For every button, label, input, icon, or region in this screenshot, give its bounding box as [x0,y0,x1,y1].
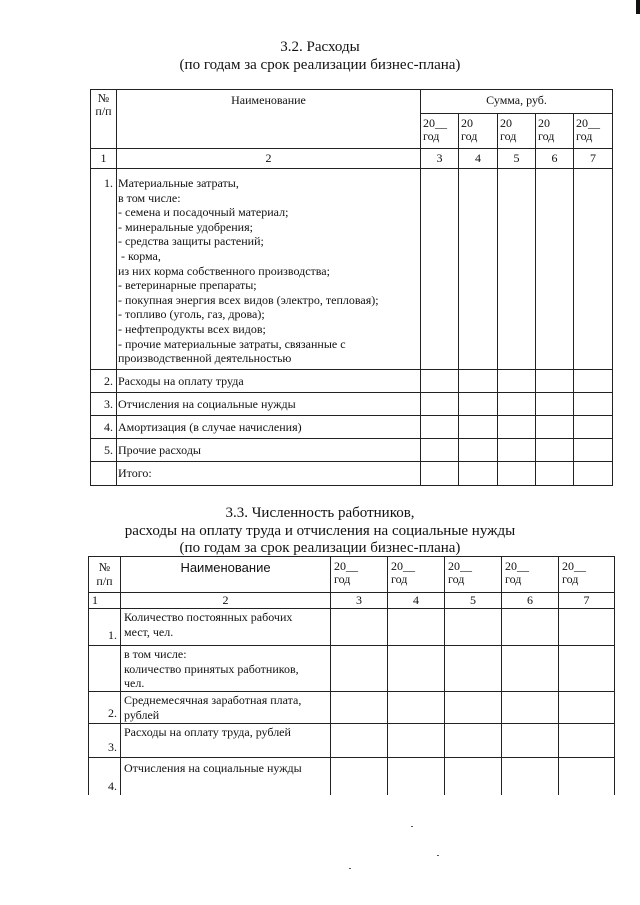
col-number: 7 [559,593,615,609]
table-cell [574,462,613,486]
row-line: - средства защиты растений; [118,234,264,249]
table-row [91,370,613,393]
table-cell [502,758,559,795]
col-number: 2 [121,593,331,609]
row-line: - корма, [118,248,161,263]
year-header-1: 20__ год [421,114,459,149]
year-header-1: 20__ год [331,557,388,593]
table-cell [331,646,388,692]
table-cell [536,370,574,393]
row-line: из них корма собственного производства; [118,263,330,278]
year-header-4: 20 год [536,114,574,149]
table-cell [536,439,574,462]
row-label [121,609,331,646]
total-label: Итого: [117,462,421,486]
table-cell [421,169,459,370]
table-cell [421,416,459,439]
col-number: 7 [574,149,613,169]
row-label: Отчисления на социальные нужды [121,758,331,795]
row-number: 5. [91,439,117,462]
col-number: 5 [445,593,502,609]
table-row [89,758,615,795]
table-row [89,646,615,692]
table-cell [502,646,559,692]
year-header-5: 20__ год [559,557,615,593]
table-cell [331,692,388,724]
scan-speck [349,868,351,869]
row-number: 4. [89,758,121,795]
table-cell [459,370,498,393]
year-header-3: 20 год [498,114,536,149]
staff-table [88,556,615,795]
col-number: 3 [421,149,459,169]
table-row [91,169,613,370]
year-header-4: 20__ год [502,557,559,593]
table-cell [574,393,613,416]
table-cell [502,692,559,724]
table-cell [421,393,459,416]
table-cell [536,169,574,370]
table-cell [574,370,613,393]
row-number: 2. [89,692,121,724]
row-line: Материальные затраты, [118,176,239,190]
row-line: - покупная энергия всех видов (электро, тепловая); [118,292,379,307]
table-cell [388,609,445,646]
table-cell [331,609,388,646]
table-cell [421,439,459,462]
scan-corner-mark [636,0,640,14]
row-label: Отчисления на социальные нужды [117,393,421,416]
table-cell [498,393,536,416]
row-line: - минеральные удобрения; [118,219,253,234]
table-cell [388,692,445,724]
row-label: Расходы на оплату труда, рублей [121,724,331,758]
table-row [91,439,613,462]
header-name: Наименование [121,557,331,593]
year-header-3: 20__ год [445,557,502,593]
row-number: 1. [89,609,121,646]
scan-speck [437,855,439,856]
table-cell [331,758,388,795]
expenses-table [90,89,613,486]
table-cell [388,646,445,692]
section-3-3-title: 3.3. Численность работников, [225,505,415,521]
table-cell [421,462,459,486]
table-cell [574,169,613,370]
year-header-2: 20 год [459,114,498,149]
row-line: производственной деятельностью [118,351,292,366]
row-label: Амортизация (в случае начисления) [117,416,421,439]
row-line: Среднемесячная заработная плата, [124,693,302,707]
section-3-2-subtitle: (по годам за срок реализации бизнес-плана) [179,57,461,73]
table-row [89,609,615,646]
row-label [117,169,421,370]
table-cell [559,692,615,724]
row-number: 3. [89,724,121,758]
table-cell [559,646,615,692]
table-cell [388,758,445,795]
row-line: - ветеринарные препараты; [118,278,257,293]
table-cell [536,393,574,416]
table-cell [445,724,502,758]
row-line: Количество постоянных рабочих [124,610,293,624]
row-line: в том числе: [124,647,187,661]
table-cell [498,416,536,439]
table-cell [574,416,613,439]
year-header-5: 20__ год [574,114,613,149]
table-cell [536,416,574,439]
scan-speck [411,826,413,827]
table-cell [459,462,498,486]
col-number: 4 [459,149,498,169]
row-line: - топливо (уголь, газ, дрова); [118,307,265,322]
table-cell [559,758,615,795]
table-cell [502,724,559,758]
row-number: 3. [91,393,117,416]
table-cell [388,724,445,758]
table-cell [459,439,498,462]
year-header-2: 20__ год [388,557,445,593]
table-row [89,724,615,758]
row-label: Расходы на оплату труда [117,370,421,393]
row-line: рублей [124,707,160,722]
col-number: 3 [331,593,388,609]
table-cell [459,393,498,416]
table-cell [536,462,574,486]
table-cell [445,692,502,724]
row-label [121,646,331,692]
section-3-3-subtitle: расходы на оплату труда и отчисления на социальные нужды [124,523,516,539]
row-line: - нефтепродукты всех видов; [118,321,266,336]
table-cell [331,724,388,758]
row-number: 1. [91,169,117,370]
table-cell [559,609,615,646]
table-cell [502,609,559,646]
table-row [89,692,615,724]
column-number-row [89,593,615,609]
table-cell [459,169,498,370]
col-number: 6 [502,593,559,609]
table-cell [421,370,459,393]
row-number [89,646,121,692]
col-number: 1 [89,593,121,609]
table-cell [445,646,502,692]
header-num: № п/п [89,557,121,593]
row-line: - семена и посадочный материал; [118,205,289,220]
row-line: мест, чел. [124,624,174,639]
section-3-3-period: (по годам за срок реализации бизнес-плана) [179,540,461,556]
column-number-row [91,149,613,169]
row-label [121,692,331,724]
col-number: 1 [91,149,117,169]
header-name: Наименование [117,90,421,149]
row-label: Прочие расходы [117,439,421,462]
table-cell [574,439,613,462]
row-line: чел. [124,676,145,691]
table-cell [498,370,536,393]
table-cell [459,416,498,439]
row-number: 4. [91,416,117,439]
table-row-total [91,462,613,486]
row-line: - прочие материальные затраты, связанные с [118,336,346,351]
table-cell [498,439,536,462]
col-number: 6 [536,149,574,169]
row-number: 2. [91,370,117,393]
header-sum: Сумма, руб. [421,90,613,114]
row-number [91,462,117,486]
col-number: 4 [388,593,445,609]
table-cell [445,758,502,795]
table-cell [559,724,615,758]
header-num: № п/п [91,90,117,149]
section-3-2-title: 3.2. Расходы [280,39,360,55]
col-number: 2 [117,149,421,169]
row-line: в том числе: [118,190,181,205]
col-number: 5 [498,149,536,169]
table-row [91,416,613,439]
table-cell [445,609,502,646]
row-line: количество принятых работников, [124,661,299,676]
table-cell [498,169,536,370]
table-row [91,393,613,416]
table-cell [498,462,536,486]
